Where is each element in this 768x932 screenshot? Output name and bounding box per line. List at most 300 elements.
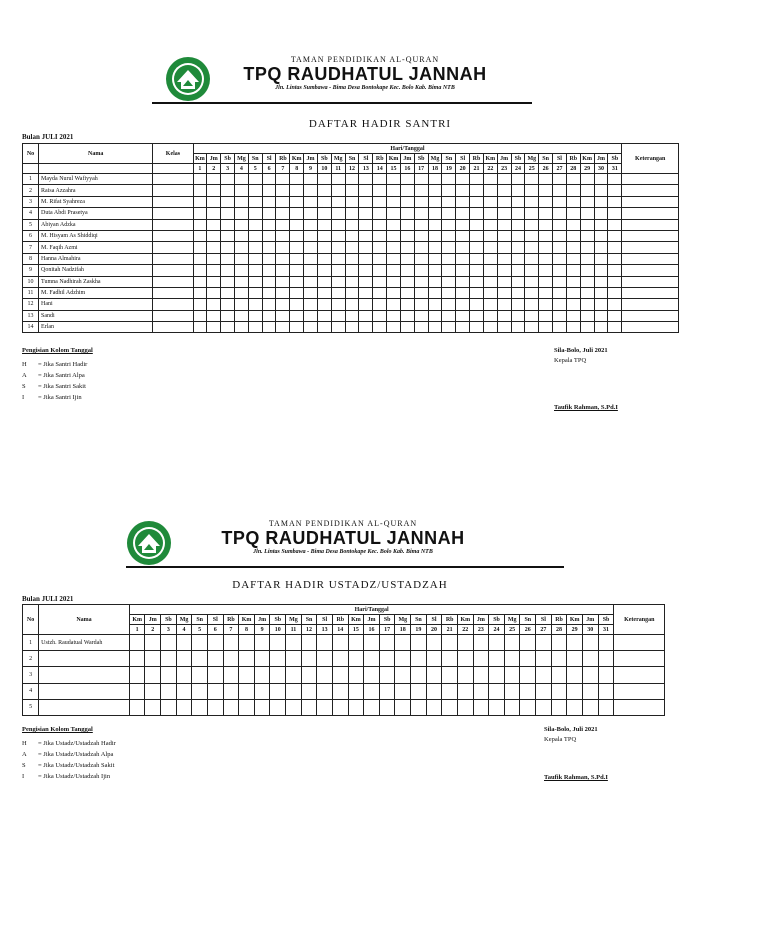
- attendance-cell: [364, 667, 380, 683]
- day-name-cell: Rb: [566, 154, 580, 164]
- row-number: 9: [23, 265, 39, 276]
- date-number-cell: 8: [290, 164, 304, 174]
- attendance-cell: [161, 667, 177, 683]
- legend-key: I: [22, 394, 25, 401]
- date-number-cell: 5: [192, 625, 208, 635]
- attendance-cell: [551, 699, 567, 715]
- attendance-cell: [489, 651, 505, 667]
- date-number-cell: 10: [317, 164, 331, 174]
- col-date-header: Hari/Tanggal: [193, 144, 622, 154]
- date-number-cell: 6: [262, 164, 276, 174]
- date-number-cell: 1: [129, 625, 145, 635]
- col-no-header: No: [23, 605, 39, 635]
- day-name-cell: Sb: [414, 154, 428, 164]
- day-name-cell: Sn: [442, 154, 456, 164]
- date-number-cell: 20: [456, 164, 470, 174]
- attendance-cell: [223, 635, 239, 651]
- date-number-cell: 3: [161, 625, 177, 635]
- attendance-cell: [489, 635, 505, 651]
- date-number-cell: 18: [428, 164, 442, 174]
- attendance-cell: [192, 635, 208, 651]
- attendance-cell: [457, 651, 473, 667]
- attendance-cell: [317, 651, 333, 667]
- date-number-cell: 12: [301, 625, 317, 635]
- date-number-cell: 5: [248, 164, 262, 174]
- day-name-cell: Jm: [254, 615, 270, 625]
- col-class-header: Kelas: [153, 144, 193, 164]
- attendance-cell: [223, 651, 239, 667]
- attendance-cell: [348, 699, 364, 715]
- date-number-cell: 3: [221, 164, 235, 174]
- month-label: Bulan JULI 2021: [22, 595, 74, 603]
- attendance-cell: [379, 699, 395, 715]
- attendance-cell: [129, 635, 145, 651]
- day-name-cell: Km: [290, 154, 304, 164]
- attendance-cell: [598, 699, 614, 715]
- date-number-cell: 18: [395, 625, 411, 635]
- row-name: M. Fadhil Adzhim: [39, 287, 153, 298]
- date-number-cell: 25: [525, 164, 539, 174]
- legend-item: [22, 749, 116, 760]
- attendance-cell: [161, 699, 177, 715]
- day-name-cell: Km: [387, 154, 401, 164]
- attendance-cell: [411, 683, 427, 699]
- attendance-cell: [598, 683, 614, 699]
- attendance-cell: [457, 699, 473, 715]
- date-number-cell: 26: [520, 625, 536, 635]
- attendance-cell: [520, 699, 536, 715]
- legend-text: = Jika Santri Hadir: [38, 361, 88, 368]
- attendance-cell: [207, 635, 223, 651]
- row-name: Abiyan Adzka: [39, 219, 153, 230]
- day-name-cell: Km: [348, 615, 364, 625]
- day-name-cell: Mg: [428, 154, 442, 164]
- date-number-cell: 7: [223, 625, 239, 635]
- row-number: 13: [23, 310, 39, 321]
- date-number-cell: 16: [364, 625, 380, 635]
- attendance-cell: [286, 635, 302, 651]
- attendance-cell: [457, 635, 473, 651]
- attendance-cell: [301, 651, 317, 667]
- date-number-cell: 1: [193, 164, 207, 174]
- col-notes-header: Keterangan: [622, 144, 679, 174]
- date-number-cell: 19: [411, 625, 427, 635]
- date-number-cell: 28: [566, 164, 580, 174]
- row-number: 7: [23, 242, 39, 253]
- day-name-cell: Jm: [304, 154, 318, 164]
- attendance-cell: [301, 699, 317, 715]
- day-name-cell: Km: [567, 615, 583, 625]
- date-number-cell: 27: [536, 625, 552, 635]
- org-line1: TAMAN PENDIDIKAN AL-QURAN: [268, 519, 418, 528]
- date-number-cell: 2: [145, 625, 161, 635]
- signer-position: Kepala TPQ: [554, 357, 587, 364]
- attendance-cell: [567, 651, 583, 667]
- attendance-cell: [270, 635, 286, 651]
- day-name-cell: Mg: [176, 615, 192, 625]
- attendance-cell: [442, 667, 458, 683]
- date-number-cell: 2: [207, 164, 221, 174]
- row-notes: [614, 699, 665, 715]
- attendance-cell: [161, 651, 177, 667]
- attendance-cell: [286, 699, 302, 715]
- attendance-cell: [536, 683, 552, 699]
- date-number-cell: 17: [379, 625, 395, 635]
- attendance-cell: [473, 667, 489, 683]
- day-name-cell: Mg: [235, 154, 249, 164]
- row-number: 3: [23, 196, 39, 207]
- attendance-cell: [379, 667, 395, 683]
- row-notes: [614, 635, 665, 651]
- legend-text: = Jika Ustadz/Ustadzah Hadir: [38, 740, 116, 747]
- date-number-cell: 12: [345, 164, 359, 174]
- legend-key: S: [22, 383, 26, 390]
- legend-key: H: [22, 361, 27, 368]
- attendance-cell: [129, 683, 145, 699]
- org-line1: TAMAN PENDIDIKAN AL-QURAN: [290, 55, 440, 64]
- month-label: Bulan JULI 2021: [22, 133, 74, 141]
- date-number-cell: 26: [539, 164, 553, 174]
- legend-text: = Jika Ustadz/Ustadzah Ijin: [38, 773, 111, 780]
- attendance-cell: [411, 667, 427, 683]
- date-number-cell: 22: [483, 164, 497, 174]
- signer-position: Kepala TPQ: [544, 736, 577, 743]
- attendance-cell: [520, 651, 536, 667]
- legend: [22, 726, 116, 782]
- attendance-cell: [270, 683, 286, 699]
- table-row: [23, 635, 665, 651]
- date-number-cell: 30: [582, 625, 598, 635]
- attendance-cell: [473, 635, 489, 651]
- day-name-cell: Jm: [473, 615, 489, 625]
- legend-text: = Jika Santri Alpa: [38, 372, 85, 379]
- attendance-cell: [254, 699, 270, 715]
- attendance-cell: [536, 699, 552, 715]
- attendance-cell: [348, 635, 364, 651]
- day-name-cell: Mg: [331, 154, 345, 164]
- attendance-cell: [473, 683, 489, 699]
- signer-name: Taufik Rahman, S.Pd.I: [544, 774, 608, 781]
- attendance-cell: [129, 699, 145, 715]
- row-number: 10: [23, 276, 39, 287]
- row-name: Erlan: [39, 322, 153, 333]
- day-name-cell: Km: [239, 615, 255, 625]
- attendance-cell: [473, 651, 489, 667]
- attendance-cell: [239, 635, 255, 651]
- attendance-cell: [317, 683, 333, 699]
- attendance-cell: [582, 635, 598, 651]
- day-name-cell: Mg: [504, 615, 520, 625]
- attendance-cell: [442, 635, 458, 651]
- attendance-cell: [582, 683, 598, 699]
- row-notes: [614, 683, 665, 699]
- day-name-cell: Sb: [317, 154, 331, 164]
- date-number-cell: 28: [551, 625, 567, 635]
- legend-key: S: [22, 762, 26, 769]
- date-number-cell: 13: [317, 625, 333, 635]
- date-number-cell: 24: [511, 164, 525, 174]
- row-number: 6: [23, 230, 39, 241]
- attendance-cell: [567, 667, 583, 683]
- row-name: Ustzh. Raudatual Wardah: [39, 635, 130, 651]
- legend-key: A: [22, 751, 27, 758]
- attendance-cell: [145, 635, 161, 651]
- day-name-cell: Sl: [553, 154, 567, 164]
- legend-text: = Jika Ustadz/Ustadzah Sakit: [38, 762, 115, 769]
- attendance-cell: [426, 699, 442, 715]
- legend-item: [22, 738, 116, 749]
- attendance-cell: [254, 667, 270, 683]
- day-name-cell: Sb: [598, 615, 614, 625]
- table-row: [23, 699, 665, 715]
- attendance-cell: [364, 651, 380, 667]
- day-name-cell: Jm: [594, 154, 608, 164]
- attendance-cell: [317, 667, 333, 683]
- date-number-cell: 13: [359, 164, 373, 174]
- day-name-cell: Rb: [332, 615, 348, 625]
- header-divider: [126, 566, 564, 568]
- attendance-cell: [504, 667, 520, 683]
- table-row: [23, 683, 665, 699]
- attendance-cell: [301, 635, 317, 651]
- day-name-cell: Jm: [582, 615, 598, 625]
- attendance-cell: [395, 635, 411, 651]
- row-name: Sandi: [39, 310, 153, 321]
- attendance-cell: [192, 683, 208, 699]
- day-name-cell: Mg: [395, 615, 411, 625]
- row-name: Qonitah Nadzifah: [39, 265, 153, 276]
- day-name-cell: Rb: [551, 615, 567, 625]
- signer-name: Taufik Rahman, S.Pd.I: [554, 404, 618, 411]
- day-name-cell: Km: [193, 154, 207, 164]
- attendance-cell: [176, 635, 192, 651]
- day-name-cell: Sl: [536, 615, 552, 625]
- attendance-cell: [223, 667, 239, 683]
- date-number-cell: 16: [400, 164, 414, 174]
- date-number-cell: 8: [239, 625, 255, 635]
- day-name-cell: Km: [129, 615, 145, 625]
- row-number: 5: [23, 219, 39, 230]
- document-title: DAFTAR HADIR USTADZ/USTADZAH: [232, 579, 448, 591]
- day-name-cell: Jm: [364, 615, 380, 625]
- date-number-cell: 11: [331, 164, 345, 174]
- org-name: TPQ RAUDHATUL JANNAH: [221, 528, 465, 548]
- org-address: Jln. Lintas Sumbawa - Bima Desa Bontokape Kec. Bolo Kab. Bima NTB: [253, 549, 433, 555]
- row-number: 1: [23, 635, 39, 651]
- row-number: 2: [23, 651, 39, 667]
- attendance-cell: [551, 683, 567, 699]
- attendance-cell: [145, 667, 161, 683]
- row-name: Duta Abdi Prasetya: [39, 208, 153, 219]
- attendance-cell: [145, 651, 161, 667]
- row-number: 4: [23, 208, 39, 219]
- attendance-cell: [364, 635, 380, 651]
- day-name-cell: Sb: [489, 615, 505, 625]
- day-name-cell: Mg: [525, 154, 539, 164]
- date-number-cell: 24: [489, 625, 505, 635]
- day-name-cell: Jm: [145, 615, 161, 625]
- attendance-cell: [504, 635, 520, 651]
- day-name-cell: Sl: [207, 615, 223, 625]
- row-name: Hani: [39, 299, 153, 310]
- attendance-cell: [254, 683, 270, 699]
- attendance-cell: [364, 699, 380, 715]
- day-name-cell: Sl: [426, 615, 442, 625]
- attendance-cell: [567, 683, 583, 699]
- attendance-cell: [442, 683, 458, 699]
- date-number-cell: 20: [426, 625, 442, 635]
- attendance-cell: [567, 635, 583, 651]
- date-number-cell: 15: [348, 625, 364, 635]
- legend-item: [22, 771, 116, 782]
- attendance-cell: [536, 667, 552, 683]
- col-no-header: No: [23, 144, 39, 164]
- col-name-header: Nama: [39, 144, 153, 164]
- day-name-cell: Sb: [511, 154, 525, 164]
- date-number-cell: 19: [442, 164, 456, 174]
- row-name: Hanna Almahira: [39, 253, 153, 264]
- row-number: 12: [23, 299, 39, 310]
- date-number-cell: 22: [457, 625, 473, 635]
- date-number-cell: 25: [504, 625, 520, 635]
- day-name-cell: Rb: [223, 615, 239, 625]
- attendance-cell: [379, 651, 395, 667]
- attendance-cell: [270, 651, 286, 667]
- legend-item: [22, 760, 116, 771]
- attendance-cell: [223, 699, 239, 715]
- attendance-cell: [489, 683, 505, 699]
- row-name: Mayda Nurul Wafiyyah: [39, 174, 153, 185]
- row-number: 14: [23, 322, 39, 333]
- attendance-cell: [239, 651, 255, 667]
- attendance-cell: [129, 651, 145, 667]
- attendance-cell: [207, 651, 223, 667]
- attendance-cell: [504, 683, 520, 699]
- attendance-cell: [567, 699, 583, 715]
- attendance-cell: [270, 699, 286, 715]
- attendance-cell: [598, 635, 614, 651]
- day-name-cell: Sb: [379, 615, 395, 625]
- date-number-cell: 31: [598, 625, 614, 635]
- attendance-cell: [207, 683, 223, 699]
- attendance-cell: [254, 635, 270, 651]
- col-notes-header: Keterangan: [614, 605, 665, 635]
- place-date: Sila-Bolo, Juli 2021: [554, 347, 608, 354]
- date-number-cell: 21: [442, 625, 458, 635]
- attendance-cell: [332, 699, 348, 715]
- row-name: M. Rifat Syahreza: [39, 196, 153, 207]
- attendance-cell: [332, 667, 348, 683]
- date-number-cell: 6: [207, 625, 223, 635]
- attendance-cell: [411, 699, 427, 715]
- ustadz-attendance-table: [22, 604, 665, 716]
- day-name-cell: Km: [580, 154, 594, 164]
- legend-text: = Jika Ustadz/Ustadzah Alpa: [38, 751, 114, 758]
- day-name-cell: Mg: [286, 615, 302, 625]
- table-row: [23, 667, 665, 683]
- date-number-cell: 23: [473, 625, 489, 635]
- attendance-cell: [598, 651, 614, 667]
- row-number: 5: [23, 699, 39, 715]
- attendance-cell: [239, 683, 255, 699]
- attendance-cell: [270, 667, 286, 683]
- day-name-cell: Jm: [400, 154, 414, 164]
- attendance-cell: [504, 699, 520, 715]
- attendance-cell: [442, 651, 458, 667]
- day-name-cell: Sn: [520, 615, 536, 625]
- attendance-cell: [551, 667, 567, 683]
- row-name: M. Faqih Azmi: [39, 242, 153, 253]
- date-number-cell: 21: [470, 164, 484, 174]
- attendance-cell: [348, 651, 364, 667]
- attendance-cell: [145, 699, 161, 715]
- row-name: [39, 651, 130, 667]
- date-number-cell: 29: [580, 164, 594, 174]
- row-number: 8: [23, 253, 39, 264]
- row-name: [39, 699, 130, 715]
- row-name: M. Hisyam As Shiddiqi: [39, 230, 153, 241]
- day-name-cell: Sn: [192, 615, 208, 625]
- attendance-cell: [582, 667, 598, 683]
- day-name-cell: Sb: [161, 615, 177, 625]
- date-number-cell: 15: [387, 164, 401, 174]
- attendance-cell: [239, 667, 255, 683]
- attendance-cell: [254, 651, 270, 667]
- day-name-cell: Sn: [248, 154, 262, 164]
- attendance-cell: [395, 667, 411, 683]
- date-number-cell: 7: [276, 164, 290, 174]
- date-number-cell: 9: [254, 625, 270, 635]
- date-number-cell: 30: [594, 164, 608, 174]
- day-name-cell: Sb: [221, 154, 235, 164]
- date-number-cell: 23: [497, 164, 511, 174]
- date-number-cell: 29: [567, 625, 583, 635]
- attendance-cell: [489, 699, 505, 715]
- attendance-cell: [317, 699, 333, 715]
- day-name-cell: Sl: [456, 154, 470, 164]
- attendance-cell: [520, 683, 536, 699]
- date-number-cell: 9: [304, 164, 318, 174]
- attendance-cell: [161, 683, 177, 699]
- attendance-cell: [286, 683, 302, 699]
- legend-key: H: [22, 740, 27, 747]
- col-date-header: Hari/Tanggal: [129, 605, 614, 615]
- attendance-cell: [426, 635, 442, 651]
- attendance-cell: [348, 683, 364, 699]
- attendance-cell: [332, 651, 348, 667]
- attendance-cell: [489, 667, 505, 683]
- attendance-cell: [364, 683, 380, 699]
- date-number-cell: 31: [608, 164, 622, 174]
- row-name: Tumna Nadhirah Zaskha: [39, 276, 153, 287]
- attendance-cell: [176, 683, 192, 699]
- attendance-cell: [301, 683, 317, 699]
- attendance-cell: [411, 635, 427, 651]
- date-number-cell: 14: [373, 164, 387, 174]
- row-number: 4: [23, 683, 39, 699]
- attendance-cell: [145, 683, 161, 699]
- attendance-cell: [207, 699, 223, 715]
- table-row: [23, 651, 665, 667]
- attendance-cell: [176, 667, 192, 683]
- date-number-cell: 14: [332, 625, 348, 635]
- attendance-cell: [536, 651, 552, 667]
- org-name: TPQ RAUDHATUL JANNAH: [243, 64, 487, 84]
- attendance-cell: [129, 667, 145, 683]
- row-notes: [614, 651, 665, 667]
- row-number: 11: [23, 287, 39, 298]
- day-name-cell: Jm: [207, 154, 221, 164]
